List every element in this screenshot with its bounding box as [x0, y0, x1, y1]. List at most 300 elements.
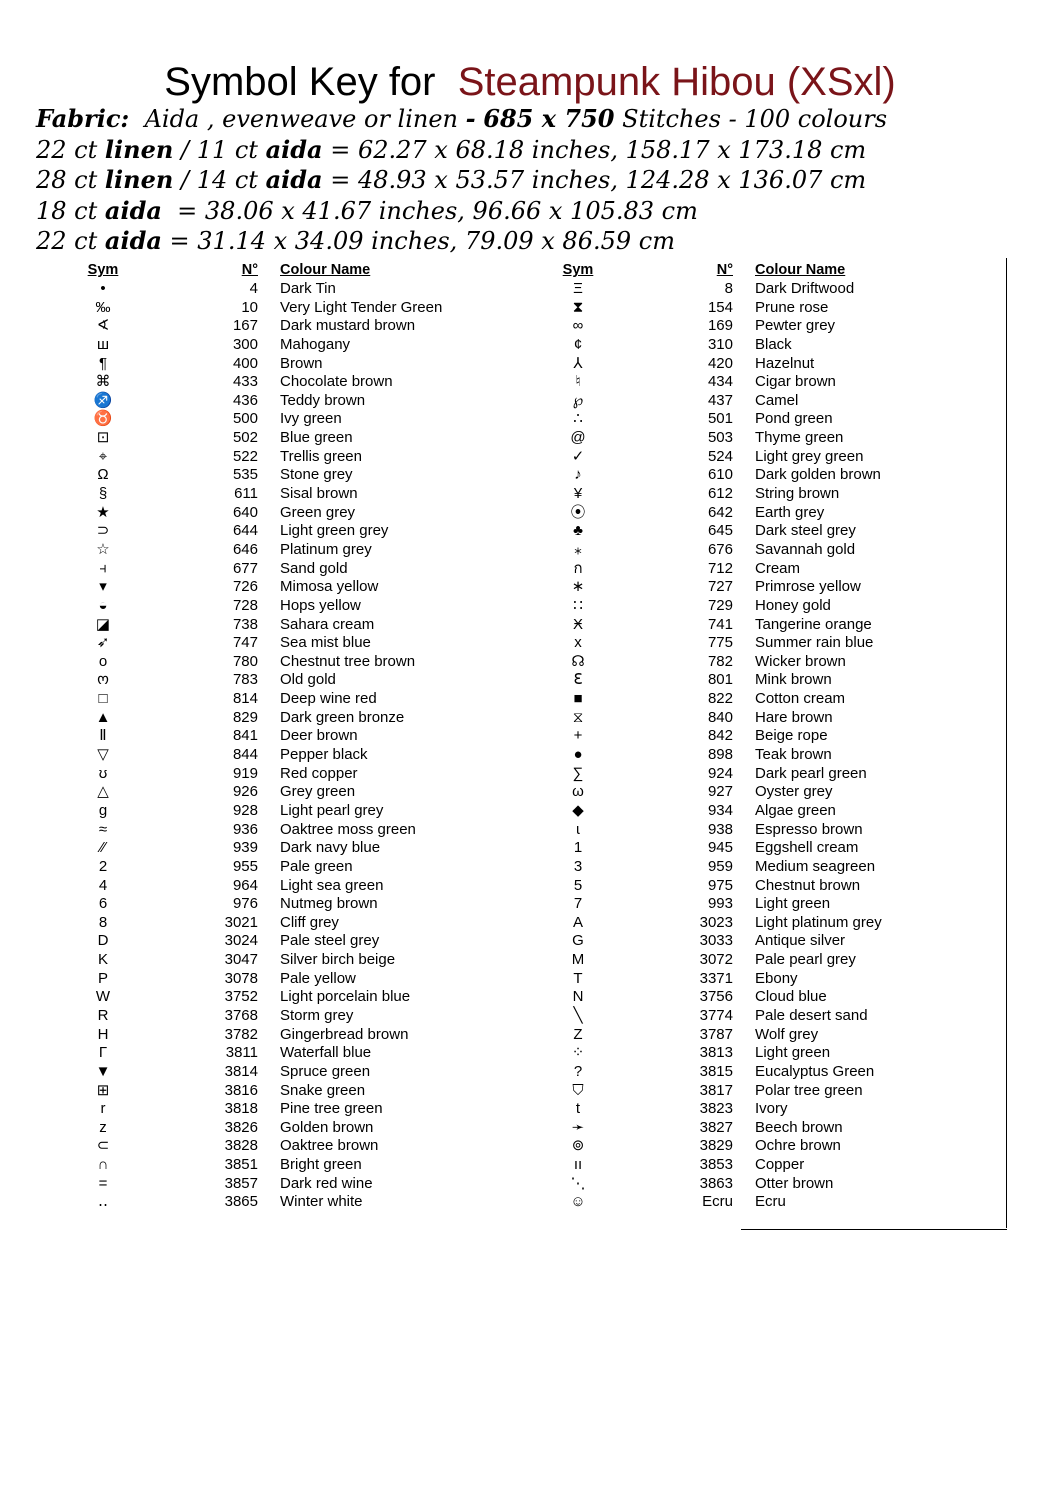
- symbol-cell: ◒: [98, 596, 108, 614]
- number-cell: 3829: [699, 1137, 733, 1155]
- colour-name-cell: Cream: [755, 559, 801, 577]
- number-cell: 844: [232, 746, 258, 764]
- colour-name-cell: Chocolate brown: [280, 373, 393, 391]
- number-cell: 3752: [224, 988, 258, 1006]
- symbol-cell: ⁘: [571, 1044, 585, 1062]
- colour-name-cell: Wolf grey: [755, 1025, 819, 1043]
- colour-name-cell: Chestnut brown: [755, 876, 861, 894]
- colour-name-cell: Copper: [755, 1156, 805, 1174]
- symbol-cell: ⧗: [572, 298, 584, 316]
- symbol-cell: ⊂: [96, 1137, 110, 1155]
- size-line: [36, 226, 887, 257]
- size-count: 22 ct: [36, 227, 98, 255]
- symbol-cell: ▽: [97, 746, 109, 764]
- size-fabric: aida: [265, 165, 323, 194]
- colour-name-cell: Stone grey: [280, 466, 353, 484]
- symbol-cell: ◪: [95, 615, 111, 633]
- colour-name-cell: Ochre brown: [755, 1137, 841, 1155]
- colour-name-cell: Dark green bronze: [280, 708, 405, 726]
- number-cell: 928: [232, 801, 258, 819]
- symbol-cell: W: [95, 988, 111, 1006]
- number-cell: 780: [232, 652, 258, 670]
- number-cell: 676: [707, 540, 733, 558]
- number-cell: 3033: [699, 932, 733, 950]
- size-fabric: aida: [104, 195, 162, 225]
- colour-name-cell: Dark pearl green: [755, 764, 867, 782]
- symbol-cell: ♮: [575, 373, 581, 391]
- colour-name-cell: Dark golden brown: [755, 466, 881, 484]
- number-cell: 3768: [224, 1006, 258, 1024]
- colour-name-cell: Chestnut tree brown: [280, 652, 416, 670]
- colour-name-cell: Sea mist blue: [280, 634, 371, 652]
- colour-name-cell: Dark red wine: [280, 1174, 373, 1192]
- stitch-count: 685 x 750: [483, 104, 615, 133]
- symbol-cell: ➛: [571, 1118, 585, 1136]
- symbol-cell: ∗: [571, 578, 585, 596]
- number-cell: 729: [707, 596, 733, 614]
- symbol-cell: H: [97, 1025, 109, 1043]
- symbol-cell: Ω: [97, 466, 109, 484]
- symbol-cell: 6: [98, 895, 108, 913]
- colour-name-cell: Thyme green: [755, 429, 844, 447]
- colour-name-cell: Sahara cream: [280, 615, 375, 633]
- symbol-cell: 1: [573, 839, 583, 857]
- number-cell: 829: [232, 708, 258, 726]
- symbol-cell: ∷: [573, 596, 583, 614]
- fabric-info: [36, 104, 887, 257]
- symbol-cell: ⛉: [572, 1081, 584, 1099]
- number-cell: 433: [232, 373, 258, 391]
- symbol-cell: ∢: [96, 317, 110, 335]
- colour-name-cell: Old gold: [280, 671, 336, 689]
- symbol-cell: =: [98, 1174, 108, 1192]
- symbol-cell: ⋱: [570, 1174, 586, 1192]
- number-cell: 3817: [699, 1081, 733, 1099]
- colour-name-cell: Dark navy blue: [280, 839, 381, 857]
- fabric-sep-1: -: [465, 104, 476, 133]
- number-cell: 3756: [699, 988, 733, 1006]
- number-cell: 3813: [699, 1044, 733, 1062]
- size-count: 22 ct: [36, 135, 98, 164]
- symbol-cell: r: [100, 1100, 106, 1118]
- number-cell: Ecru: [702, 1193, 733, 1211]
- colour-name-cell: Earth grey: [755, 503, 825, 521]
- colour-name-cell: Light sea green: [280, 876, 384, 894]
- colour-name-cell: Antique silver: [755, 932, 846, 950]
- header-colour-name: Colour Name: [280, 262, 371, 278]
- symbol-cell: ▲: [95, 708, 111, 726]
- colour-name-cell: Hazelnut: [755, 354, 815, 372]
- number-cell: 3371: [699, 969, 733, 987]
- size-line: [36, 196, 887, 227]
- colour-name-cell: Teddy brown: [280, 391, 366, 409]
- colour-name-cell: Light pearl grey: [280, 801, 384, 819]
- number-cell: 822: [707, 690, 733, 708]
- size-line: [36, 165, 887, 196]
- number-cell: 3826: [224, 1118, 258, 1136]
- number-cell: 712: [707, 559, 733, 577]
- number-cell: 612: [707, 485, 733, 503]
- number-cell: 502: [232, 429, 258, 447]
- colour-name-cell: Pewter grey: [755, 317, 836, 335]
- symbol-cell: ‥: [97, 1193, 108, 1211]
- symbol-cell: o: [98, 652, 108, 670]
- colour-name-cell: Ebony: [755, 969, 798, 987]
- number-cell: 535: [232, 466, 258, 484]
- number-cell: 522: [232, 447, 258, 465]
- symbol-cell: ¥: [573, 485, 583, 503]
- colour-name-cell: Dark steel grey: [755, 522, 856, 540]
- stitches-word: Stitches: [622, 105, 721, 133]
- symbol-cell: g: [98, 801, 108, 819]
- symbol-cell: ‰: [95, 298, 111, 316]
- number-cell: 3823: [699, 1100, 733, 1118]
- colour-name-cell: Trellis green: [280, 447, 362, 465]
- number-cell: 924: [707, 764, 733, 782]
- colour-name-cell: Oaktree moss green: [280, 820, 416, 838]
- colour-name-cell: Golden brown: [280, 1118, 374, 1136]
- number-cell: 926: [232, 783, 258, 801]
- symbol-cell: ʊ: [98, 764, 108, 782]
- number-cell: 3827: [699, 1118, 733, 1136]
- colour-name-cell: Pine tree green: [280, 1100, 383, 1118]
- size-count: 28 ct: [36, 166, 98, 194]
- border-bottom: [741, 1229, 1007, 1230]
- symbol-cell: 2: [98, 857, 108, 875]
- colour-name-cell: Pale green: [280, 857, 353, 875]
- symbol-cell: 3: [573, 857, 583, 875]
- page-title: [0, 58, 1060, 106]
- symbol-cell: ∴: [573, 410, 583, 428]
- number-cell: 3782: [224, 1025, 258, 1043]
- number-cell: 782: [707, 652, 733, 670]
- number-cell: 3814: [224, 1062, 258, 1080]
- symbol-cell: ➶: [96, 634, 110, 652]
- symbol-cell: ო: [97, 671, 109, 689]
- fabric-label: Fabric:: [36, 104, 130, 133]
- number-cell: 3815: [699, 1062, 733, 1080]
- colour-name-cell: Light platinum grey: [755, 913, 882, 931]
- symbol-cell: 7: [573, 895, 583, 913]
- number-cell: 898: [707, 746, 733, 764]
- symbol-cell: ☺: [570, 1193, 586, 1211]
- symbol-cell: x: [574, 634, 582, 652]
- symbol-cell: Ⅱ: [99, 727, 107, 745]
- number-cell: 645: [707, 522, 733, 540]
- size-fabric: linen: [104, 134, 174, 164]
- symbol-cell: ∞: [572, 317, 584, 335]
- symbol-cell: ✓: [571, 447, 585, 465]
- number-cell: 3853: [699, 1156, 733, 1174]
- number-cell: 436: [232, 391, 258, 409]
- colour-name-cell: Pale yellow: [280, 969, 356, 987]
- number-cell: 310: [707, 335, 733, 353]
- colour-name-cell: Eucalyptus Green: [755, 1062, 875, 1080]
- symbol-cell: ★: [96, 503, 110, 521]
- colour-name-cell: Dark Driftwood: [755, 280, 855, 297]
- colour-name-cell: Spruce green: [280, 1062, 371, 1080]
- colour-name-cell: Savannah gold: [755, 540, 856, 558]
- symbol-cell: K: [97, 951, 108, 969]
- size-count: 11 ct: [196, 135, 258, 164]
- symbol-cell: ⌖: [98, 447, 108, 465]
- number-cell: 167: [232, 317, 258, 335]
- symbol-cell: ■: [573, 690, 583, 708]
- symbol-cell: z: [99, 1118, 107, 1136]
- colour-name-cell: Camel: [755, 391, 799, 409]
- number-cell: 3021: [224, 913, 258, 931]
- number-cell: 434: [707, 373, 733, 391]
- number-cell: 3023: [699, 913, 733, 931]
- colour-name-cell: Wicker brown: [755, 652, 846, 670]
- size-fabric: aida: [104, 226, 162, 255]
- number-cell: 3865: [224, 1193, 258, 1211]
- colour-name-cell: Light green grey: [280, 522, 389, 540]
- colour-name-cell: Cloud blue: [755, 988, 827, 1006]
- symbol-cell: ●: [573, 746, 583, 764]
- number-cell: 934: [707, 801, 733, 819]
- colour-name-cell: Ivory: [755, 1100, 788, 1118]
- symbol-cell: Γ: [98, 1044, 108, 1062]
- colour-name-cell: Platinum grey: [280, 540, 372, 558]
- number-cell: 524: [707, 447, 733, 465]
- size-fabric: linen: [104, 165, 174, 194]
- number-cell: 3787: [699, 1025, 733, 1043]
- size-dimensions: = 48.93 x 53.57 inches, 124.28 x 136.07 cm: [330, 166, 867, 194]
- number-cell: 3072: [699, 951, 733, 969]
- size-dimensions: = 62.27 x 68.18 inches, 158.17 x 173.18 cm: [330, 135, 867, 164]
- colour-name-cell: Gingerbread brown: [280, 1025, 409, 1043]
- colour-name-cell: Red copper: [280, 764, 358, 782]
- number-cell: 3863: [699, 1174, 733, 1192]
- colour-name-cell: Oyster grey: [755, 783, 833, 801]
- size-dimensions: = 31.14 x 34.09 inches, 79.09 x 86.59 cm: [169, 227, 675, 255]
- colour-name-cell: Otter brown: [755, 1174, 834, 1192]
- number-cell: 300: [232, 335, 258, 353]
- colour-name-cell: Grey green: [280, 783, 356, 801]
- colour-name-cell: Pale steel grey: [280, 932, 380, 950]
- number-cell: 3818: [224, 1100, 258, 1118]
- symbol-cell: ∩: [97, 1156, 109, 1174]
- symbol-cell: Z: [573, 1025, 583, 1043]
- number-cell: 993: [707, 895, 733, 913]
- number-cell: 976: [232, 895, 258, 913]
- colour-name-cell: Storm grey: [280, 1006, 354, 1024]
- colour-name-cell: Dark mustard brown: [280, 317, 416, 335]
- colour-name-cell: Teak brown: [755, 746, 832, 764]
- symbol-cell: □: [98, 690, 108, 708]
- number-cell: 955: [232, 857, 258, 875]
- colour-name-cell: Polar tree green: [755, 1081, 863, 1099]
- number-cell: 640: [232, 503, 258, 521]
- symbol-cell: ¢: [573, 335, 583, 353]
- colour-name-cell: Cigar brown: [755, 373, 836, 391]
- size-slash: /: [180, 166, 190, 194]
- colour-name-cell: Winter white: [280, 1193, 363, 1211]
- symbol-cell: •: [100, 280, 106, 297]
- number-cell: 154: [707, 298, 733, 316]
- colour-name-cell: Pepper black: [280, 746, 368, 764]
- number-cell: 10: [241, 298, 258, 316]
- size-slash: /: [180, 135, 190, 164]
- symbol-cell: ⅄: [573, 354, 583, 372]
- symbol-cell: ☊: [571, 652, 585, 670]
- colour-name-cell: Light green: [755, 1044, 831, 1062]
- number-cell: 747: [232, 634, 258, 652]
- symbol-cell: ?: [573, 1062, 583, 1080]
- number-cell: 738: [232, 615, 258, 633]
- header-number: N°: [241, 262, 258, 278]
- colour-name-cell: Light green: [755, 895, 831, 913]
- colour-name-cell: Light porcelain blue: [280, 988, 411, 1006]
- symbol-cell: ⊃: [96, 522, 110, 540]
- colour-name-cell: Espresso brown: [755, 820, 863, 838]
- colour-name-cell: Cliff grey: [280, 913, 339, 931]
- number-cell: 169: [707, 317, 733, 335]
- colour-name-cell: Beige rope: [755, 727, 828, 745]
- number-cell: 938: [707, 820, 733, 838]
- colour-name-cell: Ecru: [755, 1193, 786, 1211]
- number-cell: 727: [707, 578, 733, 596]
- colour-name-cell: Waterfall blue: [280, 1044, 372, 1062]
- symbol-cell: ⫞: [99, 559, 107, 577]
- symbol-cell: +: [573, 727, 583, 745]
- colour-name-cell: Eggshell cream: [755, 839, 859, 857]
- symbol-cell: 5: [573, 876, 583, 894]
- number-cell: 4: [249, 280, 258, 297]
- size-dimensions: = 38.06 x 41.67 inches, 96.66 x 105.83 cm: [177, 196, 698, 225]
- symbol-cell: Ӿ: [572, 615, 583, 633]
- number-cell: 610: [707, 466, 733, 484]
- header-colour-name: Colour Name: [755, 262, 846, 278]
- colour-name-cell: Very Light Tender Green: [280, 298, 443, 316]
- symbol-cell: ⦿: [570, 503, 586, 521]
- number-cell: 3047: [224, 951, 258, 969]
- symbol-cell: M: [571, 951, 585, 969]
- number-cell: 975: [707, 876, 733, 894]
- colour-name-cell: Blue green: [280, 429, 353, 447]
- colour-name-cell: Sisal brown: [280, 485, 358, 503]
- symbol-cell: A: [572, 913, 583, 931]
- symbol-cell: t: [575, 1100, 581, 1118]
- colour-name-cell: Primrose yellow: [755, 578, 861, 596]
- number-cell: 840: [707, 708, 733, 726]
- symbol-cell: ก: [573, 559, 583, 577]
- symbol-cell: 4: [98, 876, 108, 894]
- symbol-cell: ш: [96, 335, 110, 353]
- number-cell: 959: [707, 857, 733, 875]
- colour-count: 100 colours: [744, 105, 888, 133]
- number-cell: 741: [707, 615, 733, 633]
- number-cell: 503: [707, 429, 733, 447]
- size-count: 14 ct: [196, 166, 258, 194]
- symbol-cell: D: [97, 932, 109, 950]
- colour-name-cell: Deep wine red: [280, 690, 377, 708]
- number-cell: 420: [707, 354, 733, 372]
- number-cell: 3811: [225, 1044, 258, 1062]
- header-sym: Sym: [87, 262, 119, 278]
- symbol-cell: ıı: [573, 1156, 583, 1174]
- symbol-cell: ⊡: [96, 429, 110, 447]
- symbol-cell: ⊚: [571, 1137, 585, 1155]
- header-number: N°: [716, 262, 733, 278]
- size-fabric: aida: [265, 134, 323, 164]
- colour-name-cell: Ivy green: [280, 410, 342, 428]
- colour-name-cell: Hare brown: [755, 708, 833, 726]
- fabric-types: Aida , evenweave or linen: [144, 105, 459, 133]
- symbol-cell: ♣: [573, 522, 583, 540]
- number-cell: 726: [232, 578, 258, 596]
- symbol-cell: ℘: [572, 391, 584, 409]
- colour-name-cell: Summer rain blue: [755, 634, 874, 652]
- number-cell: 400: [232, 354, 258, 372]
- colour-name-cell: Honey gold: [755, 596, 831, 614]
- symbol-cell: △: [97, 783, 109, 801]
- colour-name-cell: Sand gold: [280, 559, 348, 577]
- colour-name-cell: Pale pearl grey: [755, 951, 856, 969]
- colour-name-cell: Light grey green: [755, 447, 864, 465]
- number-cell: 8: [724, 280, 733, 297]
- colour-name-cell: Mahogany: [280, 335, 351, 353]
- colour-name-cell: Hops yellow: [280, 596, 361, 614]
- symbol-cell: ⁄⁄: [100, 839, 106, 857]
- symbol-cell: ⁎: [574, 540, 582, 558]
- colour-name-cell: Deer brown: [280, 727, 358, 745]
- number-cell: 775: [707, 634, 733, 652]
- number-cell: 841: [232, 727, 258, 745]
- symbol-cell: ◆: [572, 801, 584, 819]
- colour-name-cell: Dark Tin: [280, 280, 336, 297]
- colour-name-cell: Nutmeg brown: [280, 895, 378, 913]
- number-cell: 642: [707, 503, 733, 521]
- symbol-cell: 8: [98, 913, 108, 931]
- number-cell: 945: [707, 839, 733, 857]
- symbol-cell: ⌘: [95, 373, 111, 391]
- symbol-cell: ⧖: [572, 708, 584, 726]
- symbol-cell: @: [570, 429, 586, 447]
- symbol-cell: ♐: [93, 391, 113, 409]
- number-cell: 646: [232, 540, 258, 558]
- fabric-line: [36, 104, 887, 135]
- number-cell: 801: [707, 671, 733, 689]
- colour-name-cell: Algae green: [755, 801, 836, 819]
- number-cell: 964: [232, 876, 258, 894]
- colour-name-cell: String brown: [755, 485, 840, 503]
- colour-name-cell: Pond green: [755, 410, 833, 428]
- colour-name-cell: Bright green: [280, 1156, 362, 1174]
- number-cell: 437: [707, 391, 733, 409]
- number-cell: 677: [232, 559, 258, 577]
- symbol-cell: ¶: [98, 354, 108, 372]
- number-cell: 611: [234, 485, 258, 503]
- size-line: [36, 135, 887, 166]
- number-cell: 3774: [699, 1006, 733, 1024]
- colour-name-cell: Snake green: [280, 1081, 366, 1099]
- header-sym: Sym: [562, 262, 594, 278]
- number-cell: 783: [232, 671, 258, 689]
- border-right: [1006, 258, 1007, 1228]
- symbol-cell: ≈: [98, 820, 108, 838]
- symbol-cell: ♪: [574, 466, 582, 484]
- number-cell: 3857: [224, 1174, 258, 1192]
- symbol-cell: ω: [572, 783, 584, 801]
- symbol-cell: ⊞: [96, 1081, 110, 1099]
- title-prefix: Symbol Key for: [164, 60, 436, 104]
- symbol-cell: ♉: [93, 410, 113, 428]
- symbol-cell: ɩ: [576, 820, 580, 838]
- number-cell: 501: [707, 410, 733, 428]
- symbol-cell: §: [98, 485, 108, 503]
